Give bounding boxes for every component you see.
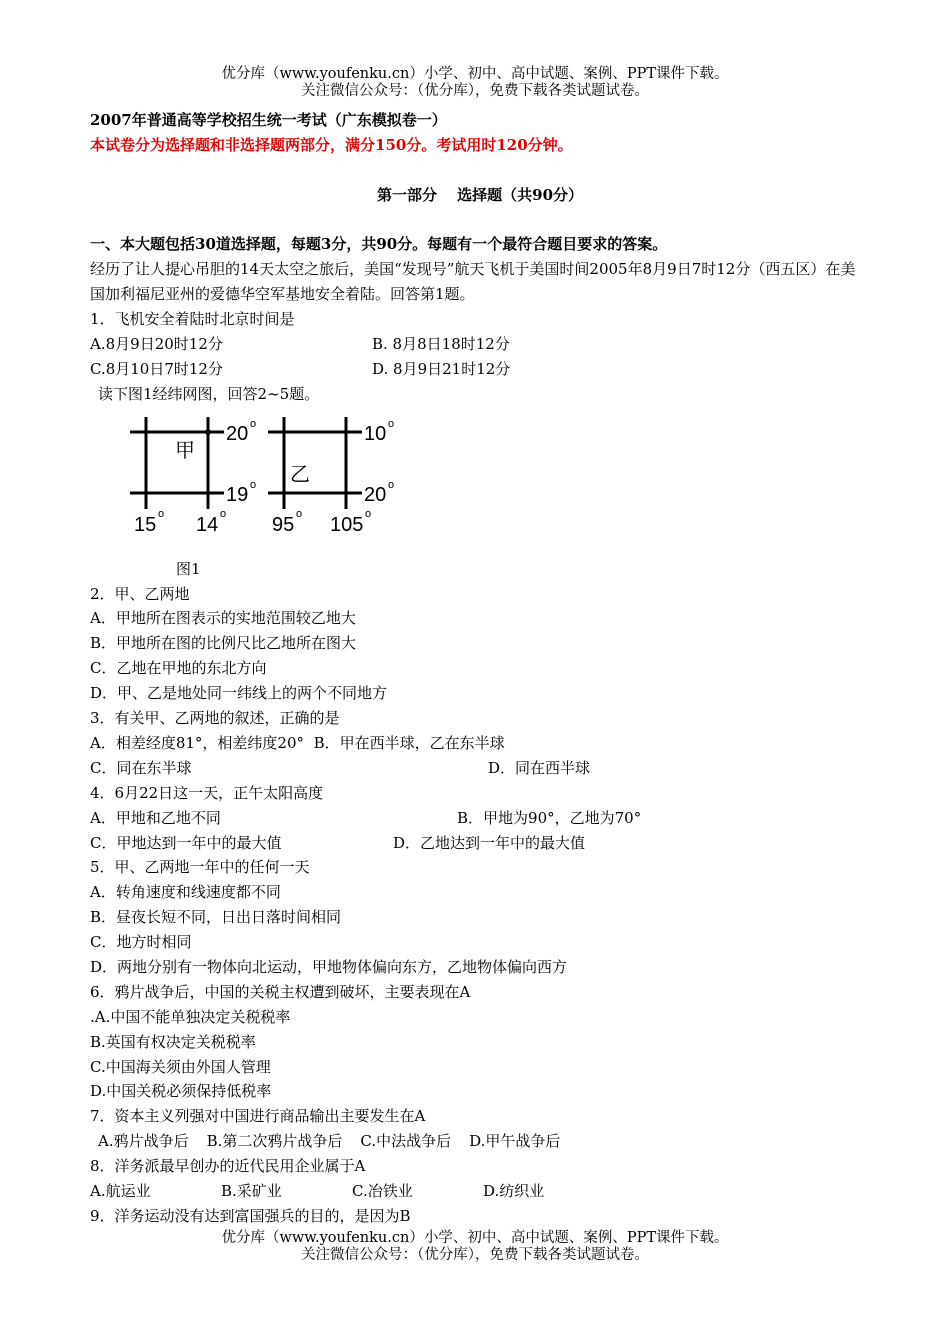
- footer-line-1: 优分库（www.youfenku.cn）小学、初中、高中试题、案例、PPT课件下载。: [221, 1230, 729, 1246]
- q6-option-d: D.中国关税必须保持低税率: [90, 1082, 272, 1101]
- q7-option-b: B.第二次鸦片战争后: [206, 1132, 343, 1151]
- label-yi: 乙: [290, 463, 310, 486]
- figure-intro: 读下图1经纬网图，回答2~5题。: [98, 384, 320, 403]
- q1-option-c: C.8月10日7时12分: [90, 359, 223, 378]
- q3-options-ab: [90, 731, 870, 756]
- degree-jia-left: o: [158, 507, 165, 520]
- figure-caption: 图1: [176, 559, 201, 578]
- q6-option-a: .A.中国不能单独决定关税税率: [90, 1007, 291, 1026]
- page-header: [0, 66, 950, 100]
- jia-point: [205, 429, 211, 435]
- lat-jia-bottom: 19: [226, 483, 249, 506]
- degree-jia-bottom: o: [250, 478, 257, 491]
- q5-option-b: B．昼夜长短不同，日出日落时间相同: [90, 908, 342, 927]
- q7-option-a: A.鸦片战争后: [98, 1132, 189, 1151]
- footer-line-2: 关注微信公众号：（优分库），免费下载各类试题试卷。: [301, 1247, 649, 1263]
- section1-title: 一、本大题包括30道选择题，每题3分，共90分。每题有一个最符合题目要求的答案。: [90, 235, 668, 254]
- q4-option-a: A．甲地和乙地不同: [90, 808, 221, 827]
- q6-option-b: B.英国有权决定关税税率: [90, 1032, 256, 1051]
- q7-option-d: D.甲午战争后: [469, 1132, 561, 1151]
- q1-options-ab: [90, 332, 870, 357]
- degree-yi-bottom: o: [388, 478, 395, 491]
- q2-option-a: A．甲地所在图表示的实地范围较乙地大: [90, 609, 356, 628]
- q8-options: [90, 1179, 870, 1204]
- label-jia: 甲: [175, 439, 195, 462]
- q3-option-a: A．相差经度81°，相差纬度20°: [90, 733, 305, 752]
- q4-options-ab: [90, 806, 870, 831]
- degree-yi-left: o: [296, 507, 303, 520]
- exam-title: 2007年普通高等学校招生统一考试（广东模拟卷一）: [90, 111, 447, 129]
- figure-1-graticule: [126, 407, 870, 557]
- q3-option-d: D．同在西半球: [488, 758, 591, 777]
- q6-option-c: C.中国海关须由外国人管理: [90, 1057, 271, 1076]
- q8-option-b: B.采矿业: [221, 1181, 282, 1200]
- q8-stem: 8．洋务派最早创办的近代民用企业属于A: [90, 1157, 366, 1176]
- q4-options-cd: [90, 831, 870, 856]
- q1-stem: 1．飞机安全着陆时北京时间是: [90, 310, 295, 329]
- q8-option-d: D.纺织业: [483, 1181, 545, 1200]
- q4-option-d: D．乙地达到一年中的最大值: [393, 833, 586, 852]
- degree-jia-right: o: [220, 507, 227, 520]
- q3-option-b: B．甲在西半球，乙在东半球: [313, 733, 505, 752]
- q8-option-a: A.航运业: [90, 1181, 151, 1200]
- degree-jia-top: o: [250, 417, 257, 430]
- q7-options: [90, 1129, 870, 1154]
- degree-yi-top: o: [388, 417, 395, 430]
- part1-title: 第一部分 选择题（共90分）: [376, 185, 584, 204]
- lat-jia-top: 20: [226, 422, 249, 445]
- degree-yi-right: o: [365, 507, 372, 520]
- page-footer: [0, 1230, 950, 1264]
- q2-stem: 2．甲、乙两地: [90, 584, 190, 603]
- q2-option-b: B．甲地所在图的比例尺比乙地所在图大: [90, 634, 357, 653]
- q4-option-c: C．甲地达到一年中的最大值: [90, 833, 282, 852]
- q5-option-a: A．转角速度和线速度都不同: [90, 883, 281, 902]
- passage: 经历了让人提心吊胆的14天太空之旅后，美国“发现号”航天飞机于美国时间2005年8月9日7时12分（西五区）在美国加利福尼亚州的爱德华空军基地安全着陆。回答第1题。: [90, 260, 856, 304]
- q3-options-cd: [90, 756, 870, 781]
- q7-option-c: C.中法战争后: [360, 1132, 452, 1151]
- q1-option-a: A.8月9日20时12分: [90, 335, 223, 354]
- q3-option-c: C．同在东半球: [90, 758, 192, 777]
- lat-yi-bottom: 20: [364, 483, 387, 506]
- q1-option-b: B. 8月8日18时12分: [372, 335, 510, 354]
- header-line-1: 优分库（www.youfenku.cn）小学、初中、高中试题、案例、PPT课件下载。: [221, 66, 729, 82]
- q4-stem: 4．6月22日这一天，正午太阳高度: [90, 783, 324, 802]
- q6-stem: 6．鸦片战争后，中国的关税主权遭到破坏，主要表现在A: [90, 982, 471, 1001]
- q9-stem: 9．洋务运动没有达到富国强兵的目的，是因为B: [90, 1206, 411, 1225]
- lon-jia-left: 15: [134, 513, 157, 536]
- lon-yi-left: 95: [272, 513, 295, 536]
- q8-option-c: C.冶铁业: [352, 1181, 413, 1200]
- q2-option-d: D．甲、乙是地处同一纬线上的两个不同地方: [90, 684, 388, 703]
- q1-option-d: D. 8月9日21时12分: [372, 359, 511, 378]
- document-body: [90, 108, 870, 1229]
- graticule-diagram: [126, 407, 426, 557]
- exam-notice: 本试卷分为选择题和非选择题两部分，满分150分。考试用时120分钟。: [90, 135, 573, 154]
- q3-stem: 3．有关甲、乙两地的叙述，正确的是: [90, 709, 340, 728]
- q4-option-b: B．甲地为90°，乙地为70°: [457, 808, 642, 827]
- header-line-2: 关注微信公众号：（优分库），免费下载各类试题试卷。: [301, 83, 649, 99]
- q5-stem: 5．甲、乙两地一年中的任何一天: [90, 858, 310, 877]
- q2-option-c: C．乙地在甲地的东北方向: [90, 659, 267, 678]
- q7-stem: 7．资本主义列强对中国进行商品输出主要发生在A: [90, 1107, 426, 1126]
- q5-option-d: D．两地分别有一物体向北运动，甲地物体偏向东方，乙地物体偏向西方: [90, 957, 568, 976]
- q5-option-c: C．地方时相同: [90, 933, 192, 952]
- lon-jia-right: 14: [196, 513, 219, 536]
- lat-yi-top: 10: [364, 422, 387, 445]
- yi-grid: [268, 417, 362, 509]
- lon-yi-right: 105: [330, 513, 364, 536]
- q1-options-cd: [90, 357, 870, 382]
